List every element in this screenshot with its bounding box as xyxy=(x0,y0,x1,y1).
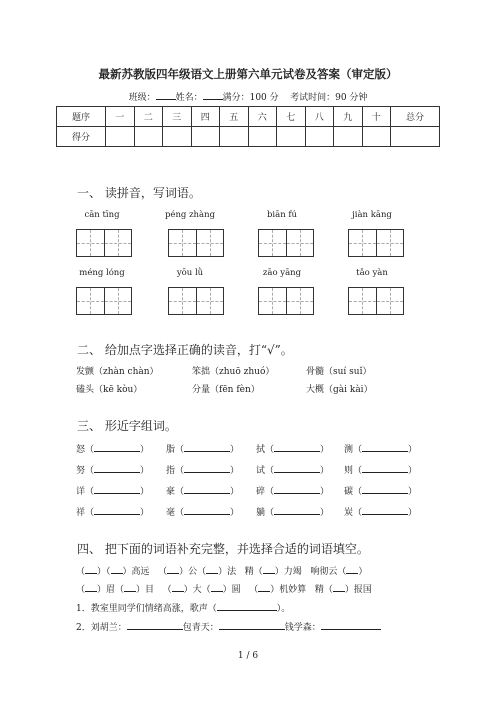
writing-box[interactable] xyxy=(348,229,404,257)
section-3-heading: 三、 形近字组词。 xyxy=(77,419,177,433)
header-cell: 十 xyxy=(362,107,391,127)
score-cell[interactable] xyxy=(334,127,363,147)
pinyin: cān tīng xyxy=(84,210,120,220)
score-cell[interactable] xyxy=(163,127,192,147)
name-blank xyxy=(203,90,223,100)
pinyin: méng lóng xyxy=(79,268,125,278)
reading-choice[interactable]: 笨拙（zhuō zhuó） xyxy=(192,367,275,377)
writing-box[interactable] xyxy=(348,287,404,315)
reading-choice[interactable]: 骨髓（suí suǐ） xyxy=(306,367,372,377)
score-cell[interactable] xyxy=(305,127,334,147)
word-item[interactable]: 则（ ） xyxy=(344,463,417,476)
question-1[interactable]: 1．教室里同学们情绪高涨，歌声（ ）。 xyxy=(76,601,290,614)
word-item[interactable]: 碎（ ） xyxy=(256,484,329,497)
header-cell: 五 xyxy=(220,107,249,127)
writing-box[interactable] xyxy=(168,287,224,315)
header-cell: 六 xyxy=(248,107,277,127)
header-cell: 总分 xyxy=(391,107,440,127)
exam-info xyxy=(0,90,496,103)
writing-box[interactable] xyxy=(258,287,314,315)
exam-time: 考试时间：90 分钟 xyxy=(290,93,368,103)
pinyin: jiàn kāng xyxy=(352,210,392,220)
idiom-row-2[interactable]: （ ）眉（ ）目 （ ）大（ ）圆 （ ）机妙算 精（ ）报国 xyxy=(76,582,372,595)
pinyin: yōu lǜ xyxy=(176,268,204,278)
row-label: 得分 xyxy=(57,127,106,147)
word-item[interactable]: 详（ ） xyxy=(76,484,149,497)
score-cell[interactable] xyxy=(220,127,249,147)
score-cell[interactable] xyxy=(277,127,306,147)
writing-box[interactable] xyxy=(168,229,224,257)
writing-box[interactable] xyxy=(258,229,314,257)
word-item[interactable]: 豪（ ） xyxy=(166,484,239,497)
writing-box[interactable] xyxy=(76,287,132,315)
section-2-heading: 二、 给加点字选择正确的读音，打“√”。 xyxy=(77,343,293,357)
word-item[interactable]: 毫（ ） xyxy=(166,505,239,518)
word-item[interactable]: 试（ ） xyxy=(256,463,329,476)
word-item[interactable]: 祥（ ） xyxy=(76,505,149,518)
header-cell: 四 xyxy=(191,107,220,127)
page-number: 1 / 6 xyxy=(237,651,259,661)
score-cell[interactable] xyxy=(391,127,440,147)
writing-box[interactable] xyxy=(76,229,132,257)
pinyin: tǎo yàn xyxy=(356,268,388,278)
word-item[interactable]: 拭（ ） xyxy=(256,442,329,455)
score-table-row xyxy=(57,127,440,147)
score-cell[interactable] xyxy=(106,127,135,147)
header-cell: 九 xyxy=(334,107,363,127)
class-blank xyxy=(156,90,176,100)
reading-choice[interactable]: 大概（gài kài） xyxy=(306,385,373,395)
word-item[interactable]: 脂（ ） xyxy=(166,442,239,455)
class-label: 班级： xyxy=(128,93,156,103)
reading-choice[interactable]: 磕头（kē kòu） xyxy=(76,385,143,395)
section-1-heading: 一、 读拼音，写词语。 xyxy=(77,186,201,200)
word-item[interactable]: 躺（ ） xyxy=(256,505,329,518)
header-cell: 七 xyxy=(277,107,306,127)
score-cell[interactable] xyxy=(191,127,220,147)
header-cell: 三 xyxy=(163,107,192,127)
question-2[interactable]: 2．刘胡兰： 包青天： 钱学森： xyxy=(76,620,381,633)
header-cell: 八 xyxy=(305,107,334,127)
header-cell: 二 xyxy=(134,107,163,127)
pinyin: zāo yāng xyxy=(262,268,302,278)
pinyin: péng zhàng xyxy=(164,210,216,220)
word-item[interactable]: 测（ ） xyxy=(344,442,417,455)
header-cell: 一 xyxy=(106,107,135,127)
full-score: 满分：100 分 xyxy=(222,93,279,103)
word-item[interactable]: 碳（ ） xyxy=(344,484,417,497)
score-cell[interactable] xyxy=(362,127,391,147)
section-4-heading: 四、 把下面的词语补充完整，并选择合适的词语填空。 xyxy=(77,542,369,556)
score-table-header xyxy=(57,107,440,127)
idiom-row-1[interactable]: （ ）（ ）高远 （ ）公（ ）法 精（ ）力竭 响彻云（ ） xyxy=(76,564,367,577)
word-item[interactable]: 努（ ） xyxy=(76,463,149,476)
header-cell: 题序 xyxy=(57,107,106,127)
word-item[interactable]: 炭（ ） xyxy=(344,505,417,518)
pinyin: biān fú xyxy=(266,210,298,220)
score-cell[interactable] xyxy=(134,127,163,147)
reading-choice[interactable]: 发颤（zhàn chàn） xyxy=(76,367,159,377)
score-table xyxy=(56,106,440,147)
score-cell[interactable] xyxy=(248,127,277,147)
word-item[interactable]: 指（ ） xyxy=(166,463,239,476)
reading-choice[interactable]: 分量（fēn fèn） xyxy=(192,385,260,395)
name-label: 姓名： xyxy=(175,93,203,103)
page-title: 最新苏教版四年级语文上册第六单元试卷及答案（审定版） xyxy=(98,67,398,81)
word-item[interactable]: 怒（ ） xyxy=(76,442,149,455)
